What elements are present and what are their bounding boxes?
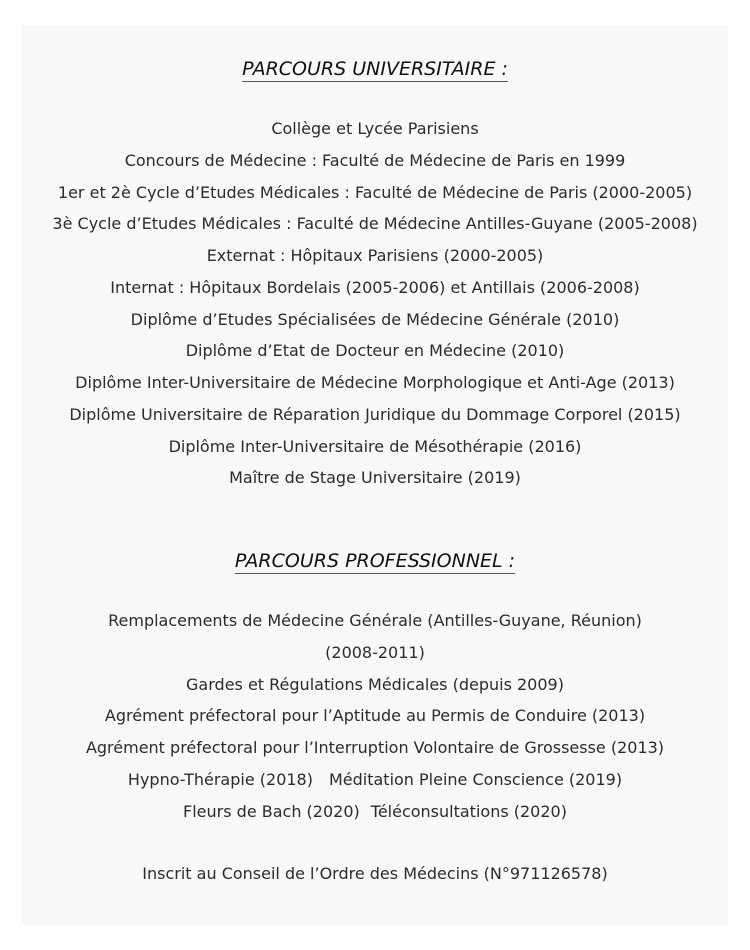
list-item: Diplôme Inter-Universitaire de Médecine Morphologique et Anti-Age (2013) bbox=[75, 373, 675, 392]
list-item: Diplôme Inter-Universitaire de Mésothérapie (2016) bbox=[168, 436, 582, 456]
university-list bbox=[0, 113, 750, 494]
list-item: Diplôme d’Etat de Docteur en Médecine (2010) bbox=[185, 341, 565, 361]
pair-left: Hypno-Thérapie (2018) bbox=[127, 769, 313, 789]
professional-heading bbox=[0, 549, 750, 573]
list-item: Concours de Médecine : Faculté de Médecine de Paris en 1999 bbox=[124, 150, 626, 170]
list-item-pair bbox=[0, 796, 750, 828]
list-item: Diplôme d’Etudes Spécialisées de Médecine Générale (2010) bbox=[130, 309, 620, 329]
list-item: Gardes et Régulations Médicales (depuis 2009) bbox=[186, 674, 564, 694]
list-item: Externat : Hôpitaux Parisiens (2000-2005) bbox=[206, 246, 544, 265]
list-item: Collège et Lycée Parisiens bbox=[271, 119, 479, 138]
pair-right: Méditation Pleine Conscience (2019) bbox=[328, 769, 623, 789]
list-item: 3è Cycle d’Etudes Médicales : Faculté de Médecine Antilles-Guyane (2005-2008) bbox=[52, 214, 698, 234]
list-item: Internat : Hôpitaux Bordelais (2005-2006) et Antillais (2006-2008) bbox=[110, 277, 640, 297]
pair-left: Fleurs de Bach (2020) bbox=[183, 801, 360, 821]
professional-heading-text: PARCOURS PROFESSIONNEL : bbox=[234, 550, 516, 572]
list-item: Diplôme Universitaire de Réparation Juridique du Dommage Corporel (2015) bbox=[69, 404, 681, 424]
list-item: Maître de Stage Universitaire (2019) bbox=[229, 468, 521, 488]
university-heading bbox=[0, 57, 750, 81]
professional-list bbox=[0, 605, 750, 827]
list-item: Remplacements de Médecine Générale (Antilles-Guyane, Réunion) bbox=[108, 611, 642, 630]
registration-line: Inscrit au Conseil de l’Ordre des Médecins (N°971126578) bbox=[142, 864, 608, 883]
list-item: Agrément préfectoral pour l’Aptitude au Permis de Conduire (2013) bbox=[104, 706, 646, 726]
pair-right: Téléconsultations (2020) bbox=[370, 801, 567, 821]
list-item: 1er et 2è Cycle d’Etudes Médicales : Faculté de Médecine de Paris (2000-2005) bbox=[57, 182, 693, 202]
university-heading-text: PARCOURS UNIVERSITAIRE : bbox=[242, 58, 508, 80]
list-item-pair bbox=[0, 764, 750, 796]
list-item: Agrément préfectoral pour l’Interruption Volontaire de Grossesse (2013) bbox=[85, 738, 665, 757]
list-item: (2008-2011) bbox=[325, 642, 425, 662]
